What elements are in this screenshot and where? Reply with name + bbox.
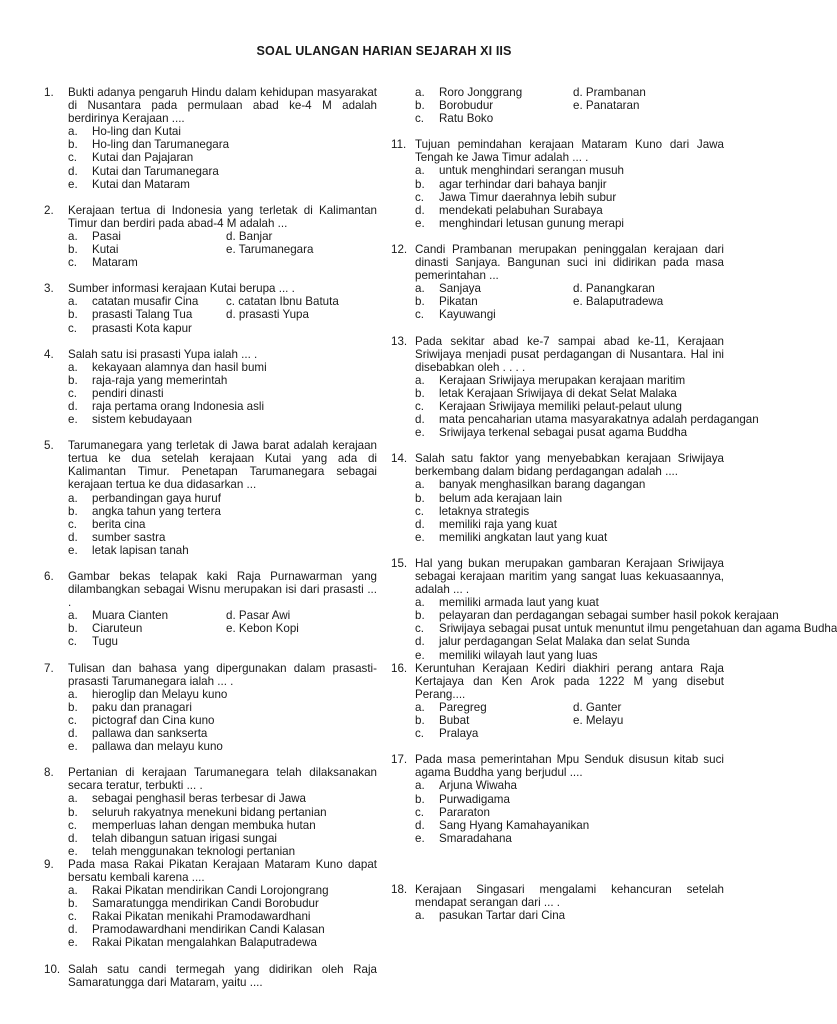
option-text: Kutai	[92, 243, 119, 257]
question-body	[68, 282, 377, 334]
question-body	[68, 963, 377, 989]
question-10-options-continued	[415, 86, 724, 125]
question-number: 2.	[44, 203, 54, 217]
option-letter: d.	[68, 399, 78, 413]
answer-options	[415, 164, 724, 229]
option-text: Kutai dan Mataram	[92, 177, 190, 191]
option-letter: b.	[68, 138, 78, 152]
question-body	[415, 452, 724, 544]
option-letter: d.	[415, 635, 425, 649]
answer-options	[415, 701, 724, 740]
question-text: Kerajaan tertua di Indonesia yang terletak di Kalimantan Timur dan berdiri pada abad-4 M adalah ...	[68, 203, 377, 230]
option-letter: b.	[415, 177, 425, 191]
option-letter: c.	[415, 112, 425, 126]
option-text: sistem kebudayaan	[92, 413, 192, 427]
question-item	[44, 86, 377, 191]
question-item	[44, 204, 377, 269]
option-text: banyak menghasilkan barang dagangan	[439, 478, 646, 492]
option-text: telah menggunakan teknologi pertanian	[92, 844, 296, 858]
option-letter: a.	[68, 687, 78, 701]
option-text: memperluas lahan dengan membuka hutan	[92, 818, 316, 832]
answer-options	[415, 596, 837, 662]
question-body	[415, 753, 724, 845]
option-text: letak lapisan tanah	[92, 543, 189, 557]
answer-options	[415, 373, 759, 440]
answer-options	[68, 609, 377, 648]
answer-options	[68, 125, 377, 190]
option-letter: c.	[68, 910, 78, 924]
option-letter: d.	[415, 818, 425, 832]
option-text: mendekati pelabuhan Surabaya	[439, 203, 603, 217]
option-text: Sanjaya	[439, 282, 481, 296]
option-letter: c.	[415, 504, 425, 518]
option-letter: d.	[415, 413, 425, 427]
option-letter: d.	[68, 530, 78, 544]
question-item	[391, 243, 724, 322]
option-text: prasasti Talang Tua	[92, 308, 193, 322]
option-letter: a.	[68, 792, 78, 806]
option-letter: b.	[68, 700, 78, 714]
option-text: memiliki armada laut yang kuat	[439, 596, 599, 610]
left-column	[44, 86, 377, 1002]
option-text: seluruh rakyatnya menekuni bidang pertanian	[92, 805, 327, 819]
option-letter: b.	[415, 386, 425, 400]
option-letter: b.	[68, 897, 78, 911]
option-letter: b.	[415, 295, 425, 309]
option-letter: e.	[68, 177, 78, 191]
option-text: perbandingan gaya huruf	[92, 491, 221, 505]
question-number: 18.	[391, 882, 408, 896]
option-text	[226, 256, 377, 269]
option-letter: b.	[68, 622, 78, 636]
question-item	[44, 439, 377, 557]
option-text: jalur perdagangan Selat Malaka dan selat Sunda	[439, 635, 690, 649]
answer-options	[415, 909, 724, 922]
question-number: 13.	[391, 334, 408, 348]
question-item	[44, 282, 377, 334]
question-text: Pada sekitar abad ke-7 sampai abad ke-11, Kerajaan Sriwijaya menjadi pusat perdagangan di Nusantara. Hal ini disebabkan oleh . . . .	[415, 334, 724, 374]
option-text	[573, 112, 724, 125]
option-text: e. Kebon Kopi	[226, 622, 299, 636]
question-item	[44, 766, 377, 858]
question-text: Gambar bekas telapak kaki Raja Purnawarman yang dilambangkan sebagai Wisnu merupakan isi dari prasasti ... .	[68, 570, 377, 610]
option-text: Pasai	[92, 229, 122, 243]
question-number: 17.	[391, 753, 408, 767]
answer-options	[68, 884, 377, 949]
option-letter: a.	[415, 478, 425, 492]
option-text: Mataram	[92, 256, 138, 270]
question-item	[391, 662, 724, 741]
option-letter: c.	[68, 635, 78, 649]
question-text: Salah satu faktor yang menyebabkan kerajaan Sriwijaya berkembang dalam bidang perdagangan adalah ....	[415, 452, 724, 479]
option-letter: c.	[68, 818, 78, 832]
option-text: Ratu Boko	[439, 112, 494, 126]
option-text: agar terhindar dari bahaya banjir	[439, 177, 607, 191]
option-letter: c.	[415, 399, 425, 413]
option-text: e. Balaputradewa	[573, 295, 664, 309]
question-text: Pertanian di kerajaan Tarumanegara telah dilaksanakan secara teratur, terbukti ... .	[68, 766, 377, 793]
option-letter: b.	[68, 373, 78, 387]
option-text: pictograf dan Cina kuno	[92, 713, 215, 727]
option-letter: a.	[68, 229, 78, 243]
option-text: Sang Hyang Kamahayanikan	[439, 818, 590, 832]
option-text: Pararaton	[439, 805, 490, 819]
question-number: 5.	[44, 439, 54, 453]
question-body	[68, 766, 377, 858]
answer-options	[415, 478, 724, 543]
option-text: menghindari letusan gunung merapi	[439, 216, 624, 230]
option-text: Kerajaan Sriwijaya memiliki pelaut-pelaut ulung	[439, 399, 682, 413]
option-text: Rakai Pikatan mendirikan Candi Lorojongrang	[92, 884, 329, 898]
option-text: mata pencaharian utama masyarakatnya adalah perdagangan	[439, 413, 759, 427]
question-body	[68, 439, 377, 557]
option-letter: c.	[415, 308, 425, 322]
question-body	[68, 348, 377, 427]
answer-options	[68, 688, 377, 753]
question-item	[44, 963, 377, 989]
option-letter: e.	[415, 530, 425, 544]
option-letter: a.	[415, 700, 425, 714]
question-text: Bukti adanya pengaruh Hindu dalam kehidupan masyarakat di Nusantara pada permulaan abad ke-4 M adalah berdirinya Kerajaan ....	[68, 86, 377, 126]
option-letter: c.	[68, 151, 78, 165]
option-text: Rakai Pikatan menikahi Pramodawardhani	[92, 910, 311, 924]
answer-options	[68, 492, 377, 557]
blank-space	[391, 858, 724, 883]
question-text: Tujuan pemindahan kerajaan Mataram Kuno dari Jawa Tengah ke Jawa Timur adalah ... .	[415, 138, 724, 165]
option-letter: b.	[415, 609, 425, 623]
option-letter: d.	[68, 831, 78, 845]
option-text: Bubat	[439, 714, 470, 728]
option-text: Ciaruteun	[92, 622, 143, 636]
option-text: Arjuna Wiwaha	[439, 779, 517, 793]
question-item	[44, 570, 377, 649]
option-letter: c.	[68, 321, 78, 335]
option-letter: a.	[68, 295, 78, 309]
question-body	[415, 662, 724, 741]
question-item	[391, 556, 837, 662]
option-letter: b.	[68, 805, 78, 819]
option-text: d. Ganter	[573, 700, 622, 714]
question-item	[44, 348, 377, 427]
option-text: d. Panangkaran	[573, 282, 655, 296]
question-text: Pada masa pemerintahan Mpu Senduk disusun kitab suci agama Buddha yang berjudul ....	[415, 753, 724, 780]
option-text: pasukan Tartar dari Cina	[439, 909, 566, 923]
question-number: 7.	[44, 661, 54, 675]
question-text: Salah satu isi prasasti Yupa ialah ... .	[68, 347, 258, 361]
option-text: d. prasasti Yupa	[226, 308, 309, 322]
option-letter: d.	[68, 727, 78, 741]
option-text: belum ada kerajaan lain	[439, 491, 563, 505]
option-text: Pikatan	[439, 295, 478, 309]
question-text: Keruntuhan Kerajaan Kediri diakhiri perang antara Raja Kertajaya dan Ken Arok pada 1222 M yang disebut Perang....	[415, 661, 724, 701]
question-text: Tulisan dan bahasa yang dipergunakan dalam prasasti-prasasti Tarumanegara ialah ... .	[68, 661, 377, 688]
option-text	[226, 635, 377, 648]
option-letter: a.	[415, 282, 425, 296]
option-text: d. Prambanan	[573, 86, 646, 99]
option-letter: c.	[68, 386, 78, 400]
option-text: letaknya strategis	[439, 504, 530, 518]
question-text: Pada masa Rakai Pikatan Kerajaan Mataram Kuno dapat bersatu kembali karena ....	[68, 857, 377, 884]
question-number: 10.	[44, 962, 61, 976]
option-letter: b.	[415, 792, 425, 806]
option-letter: a.	[415, 779, 425, 793]
option-text: e. Melayu	[573, 714, 624, 728]
option-letter: c.	[68, 517, 78, 531]
option-text: Roro Jonggrang	[439, 86, 523, 99]
answer-options	[68, 230, 377, 269]
option-letter: b.	[68, 308, 78, 322]
option-letter: b.	[415, 491, 425, 505]
question-body	[68, 662, 377, 754]
option-letter: e.	[68, 936, 78, 950]
option-text: Kayuwangi	[439, 308, 496, 322]
option-text: d. Banjar	[226, 229, 273, 243]
option-letter: c.	[415, 727, 425, 741]
option-text: Samaratungga mendirikan Candi Borobudur	[92, 897, 319, 911]
question-number: 12.	[391, 242, 408, 256]
question-number: 8.	[44, 766, 54, 780]
question-body	[68, 570, 377, 649]
question-number: 1.	[44, 86, 54, 99]
option-text: Muara Cianten	[92, 609, 169, 623]
question-body	[68, 86, 377, 191]
option-letter: d.	[415, 517, 425, 531]
option-text: Ho-ling dan Kutai	[92, 125, 181, 139]
question-item	[391, 883, 724, 922]
option-letter: e.	[68, 543, 78, 557]
option-letter: b.	[415, 99, 425, 113]
option-text: memiliki wilayah laut yang luas	[439, 648, 598, 662]
question-text: Hal yang bukan merupakan gambaran Kerajaan Sriwijaya sebagai kerajaan maritim yang sangat luas kekuasaannya, adalah ... .	[415, 556, 724, 597]
question-number: 3.	[44, 282, 54, 296]
option-text: catatan musafir Cina	[92, 295, 199, 309]
option-letter: c.	[68, 256, 78, 270]
option-text: memiliki raja yang kuat	[439, 517, 557, 531]
option-text: berita cina	[92, 517, 146, 531]
option-letter: c.	[415, 190, 425, 204]
option-letter: e.	[415, 831, 425, 845]
option-letter: a.	[68, 884, 78, 898]
option-letter: b.	[415, 714, 425, 728]
option-text: e. Tarumanegara	[226, 243, 314, 257]
option-text: Borobudur	[439, 99, 494, 113]
option-text: c. catatan Ibnu Batuta	[226, 295, 339, 309]
option-letter: a.	[415, 373, 425, 387]
answer-options	[68, 792, 377, 857]
option-letter: e.	[68, 413, 78, 427]
option-text: Sriwijaya sebagai pusat untuk menuntut ilmu pengetahuan dan agama Budha	[439, 622, 837, 636]
question-item	[44, 858, 377, 950]
question-number: 14.	[391, 452, 408, 466]
question-item	[44, 662, 377, 754]
option-text: raja pertama orang Indonesia asli	[92, 399, 265, 413]
question-text: Tarumanegara yang terletak di Jawa barat adalah kerajaan tertua ke dua setelah kerajaan Kutai yang ada di Kalimantan Timur. Penetapan Tarumanegara sebagai kerajaan tertua ke dua didasarkan ...	[68, 439, 377, 492]
question-number: 6.	[44, 570, 54, 583]
question-body	[415, 138, 724, 230]
option-text: raja-raja yang memerintah	[92, 373, 228, 387]
answer-options	[415, 86, 724, 125]
question-number: 15.	[391, 556, 408, 570]
option-letter: b.	[68, 504, 78, 518]
option-text: pendiri dinasti	[92, 386, 164, 400]
option-text: Kutai dan Tarumanegara	[92, 164, 219, 178]
page-title: SOAL ULANGAN HARIAN SEJARAH XI IIS	[256, 44, 512, 58]
option-text: Paregreg	[439, 700, 487, 714]
option-text: letak Kerajaan Sriwijaya di dekat Selat Malaka	[439, 386, 677, 400]
answer-options	[68, 361, 377, 426]
question-body	[68, 204, 377, 269]
option-text: e. Panataran	[573, 99, 640, 113]
question-text: Sumber informasi kerajaan Kutai berupa ... .	[68, 282, 295, 296]
option-text: Ho-ling dan Tarumanegara	[92, 138, 230, 152]
question-body	[415, 556, 837, 662]
question-body	[415, 243, 724, 322]
option-letter: b.	[68, 243, 78, 257]
question-item	[391, 138, 724, 230]
option-text: sebagai penghasil beras terbesar di Jawa	[92, 792, 306, 806]
question-item	[391, 452, 724, 544]
option-letter: a.	[68, 125, 78, 139]
option-letter: a.	[415, 909, 425, 923]
question-text: Kerajaan Singasari mengalami kehancuran setelah mendapat serangan dari ... .	[415, 882, 724, 909]
option-text: telah dibangun satuan irigasi sungai	[92, 831, 277, 845]
question-number: 9.	[44, 857, 54, 871]
option-text: Kerajaan Sriwijaya merupakan kerajaan maritim	[439, 373, 686, 387]
option-letter: e.	[415, 648, 425, 662]
option-text: hieroglip dan Melayu kuno	[92, 687, 228, 701]
option-text: pallawa dan sankserta	[92, 727, 208, 741]
option-letter: e.	[68, 740, 78, 754]
option-letter: c.	[415, 622, 425, 636]
option-text: Pramodawardhani mendirikan Candi Kalasan	[92, 923, 325, 937]
question-number: 4.	[44, 347, 54, 361]
option-letter: a.	[68, 360, 78, 374]
option-letter: e.	[415, 216, 425, 230]
option-letter: a.	[415, 86, 425, 99]
option-text: Purwadigama	[439, 792, 510, 806]
option-letter: e.	[68, 844, 78, 858]
option-text: Pralaya	[439, 727, 479, 741]
option-text: Rakai Pikatan mengalahkan Balaputradewa	[92, 936, 317, 950]
option-letter: c.	[415, 805, 425, 819]
option-text: untuk menghindari serangan musuh	[439, 164, 624, 178]
option-text: pelayaran dan perdagangan sebagai sumber hasil pokok kerajaan	[439, 609, 779, 623]
option-text: angka tahun yang tertera	[92, 504, 221, 518]
question-body	[415, 883, 724, 922]
option-text: pallawa dan melayu kuno	[92, 740, 223, 754]
option-text: memiliki angkatan laut yang kuat	[439, 530, 608, 544]
answer-options	[68, 295, 377, 334]
option-text	[573, 727, 724, 740]
question-body	[68, 858, 377, 950]
option-letter: d.	[68, 923, 78, 937]
option-letter: e.	[415, 426, 425, 440]
option-letter: a.	[415, 596, 425, 610]
option-text	[573, 308, 724, 321]
option-text: Jawa Timur daerahnya lebih subur	[439, 190, 617, 204]
option-text: Smaradahana	[439, 831, 512, 845]
answer-options	[415, 282, 724, 321]
option-text: d. Pasar Awi	[226, 609, 291, 623]
question-item	[391, 753, 724, 845]
option-text: Kutai dan Pajajaran	[92, 151, 194, 165]
option-text: Tugu	[92, 635, 118, 649]
right-column	[391, 86, 837, 935]
question-body	[415, 334, 759, 440]
option-letter: d.	[68, 164, 78, 178]
option-letter: d.	[415, 203, 425, 217]
question-item	[391, 334, 759, 440]
answer-options	[415, 779, 724, 844]
question-text: Salah satu candi termegah yang didirikan oleh Raja Samaratungga dari Mataram, yaitu ....	[68, 962, 377, 989]
option-text: paku dan pranagari	[92, 700, 192, 714]
option-text: Sriwijaya terkenal sebagai pusat agama Buddha	[439, 426, 688, 440]
option-text: kekayaan alamnya dan hasil bumi	[92, 360, 267, 374]
question-text: Candi Prambanan merupakan peninggalan kerajaan dari dinasti Sanjaya. Bangunan suci ini didirikan pada masa pemerintahan ...	[415, 242, 724, 283]
option-letter: a.	[415, 164, 425, 178]
option-letter: a.	[68, 609, 78, 623]
question-number: 16.	[391, 661, 408, 675]
option-letter: c.	[68, 713, 78, 727]
option-text: prasasti Kota kapur	[92, 321, 192, 335]
option-text: sumber sastra	[92, 530, 166, 544]
option-text	[226, 322, 377, 335]
option-letter: a.	[68, 491, 78, 505]
question-number: 11.	[391, 138, 407, 152]
